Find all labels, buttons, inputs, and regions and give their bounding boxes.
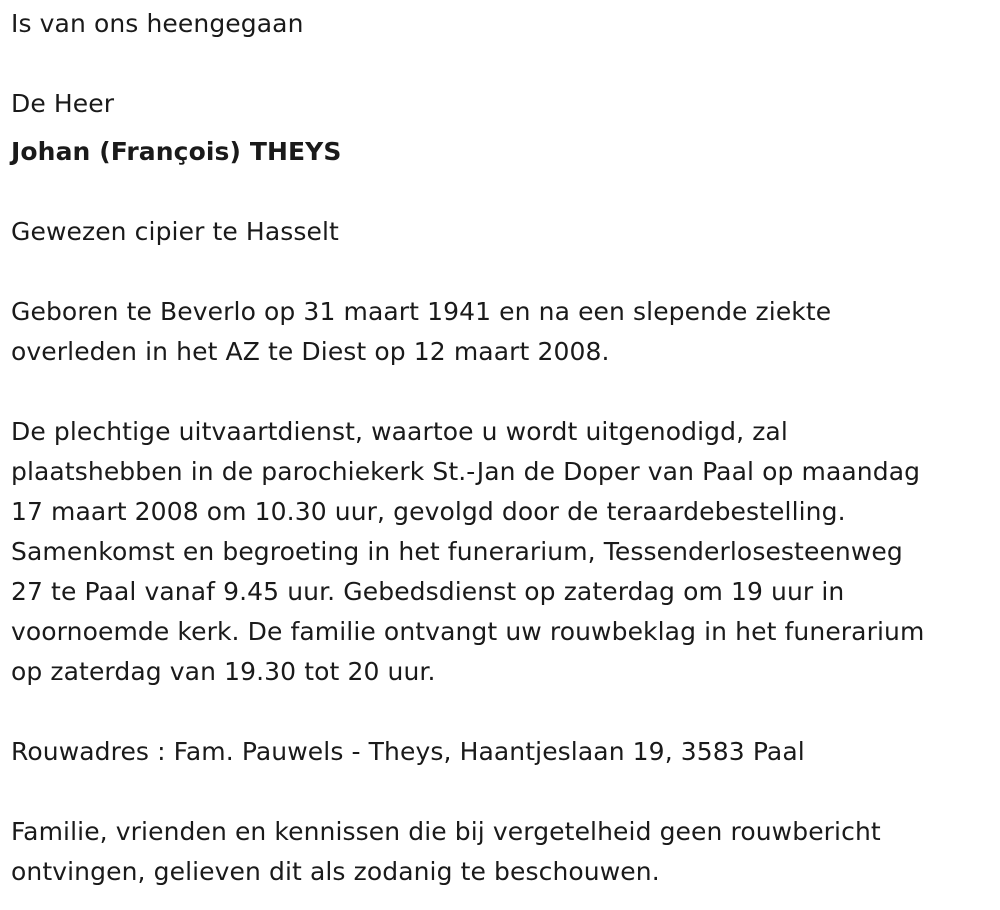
text-line: overleden in het AZ te Diest op 12 maart 2008. <box>11 337 610 366</box>
text-line: De plechtige uitvaartdienst, waartoe u wordt uitgenodigd, zal <box>11 417 788 446</box>
spacer <box>11 692 991 732</box>
closing-paragraph <box>11 812 991 892</box>
spacer <box>11 772 991 812</box>
spacer <box>11 372 991 412</box>
intro-line: Is van ons heengegaan <box>11 9 304 38</box>
spacer <box>11 44 991 84</box>
spacer <box>11 172 991 212</box>
text-line: Samenkomst en begroeting in het funerarium, Tessenderlosesteenweg <box>11 537 903 566</box>
mourning-address: Rouwadres : Fam. Pauwels - Theys, Haantjeslaan 19, 3583 Paal <box>11 737 805 766</box>
text-line: Geboren te Beverlo op 31 maart 1941 en na een slepende ziekte <box>11 297 832 326</box>
spacer <box>11 124 991 132</box>
text-line: ontvingen, gelieven dit als zodanig te beschouwen. <box>11 857 660 886</box>
text-line: Familie, vrienden en kennissen die bij vergetelheid geen rouwbericht <box>11 817 881 846</box>
title-prefix: De Heer <box>11 89 115 118</box>
occupation-line: Gewezen cipier te Hasselt <box>11 217 339 246</box>
text-line: plaatshebben in de parochiekerk St.-Jan de Doper van Paal op maandag <box>11 457 921 486</box>
text-line: 17 maart 2008 om 10.30 uur, gevolgd door de teraardebestelling. <box>11 497 846 526</box>
deceased-name: Johan (François) THEYS <box>11 137 342 166</box>
death-notice <box>11 4 991 892</box>
text-line: op zaterdag van 19.30 tot 20 uur. <box>11 657 436 686</box>
spacer <box>11 252 991 292</box>
text-line: 27 te Paal vanaf 9.45 uur. Gebedsdienst op zaterdag om 19 uur in <box>11 577 845 606</box>
text-line: voornoemde kerk. De familie ontvangt uw rouwbeklag in het funerarium <box>11 617 925 646</box>
birth-death-paragraph <box>11 292 991 372</box>
funeral-paragraph <box>11 412 991 692</box>
